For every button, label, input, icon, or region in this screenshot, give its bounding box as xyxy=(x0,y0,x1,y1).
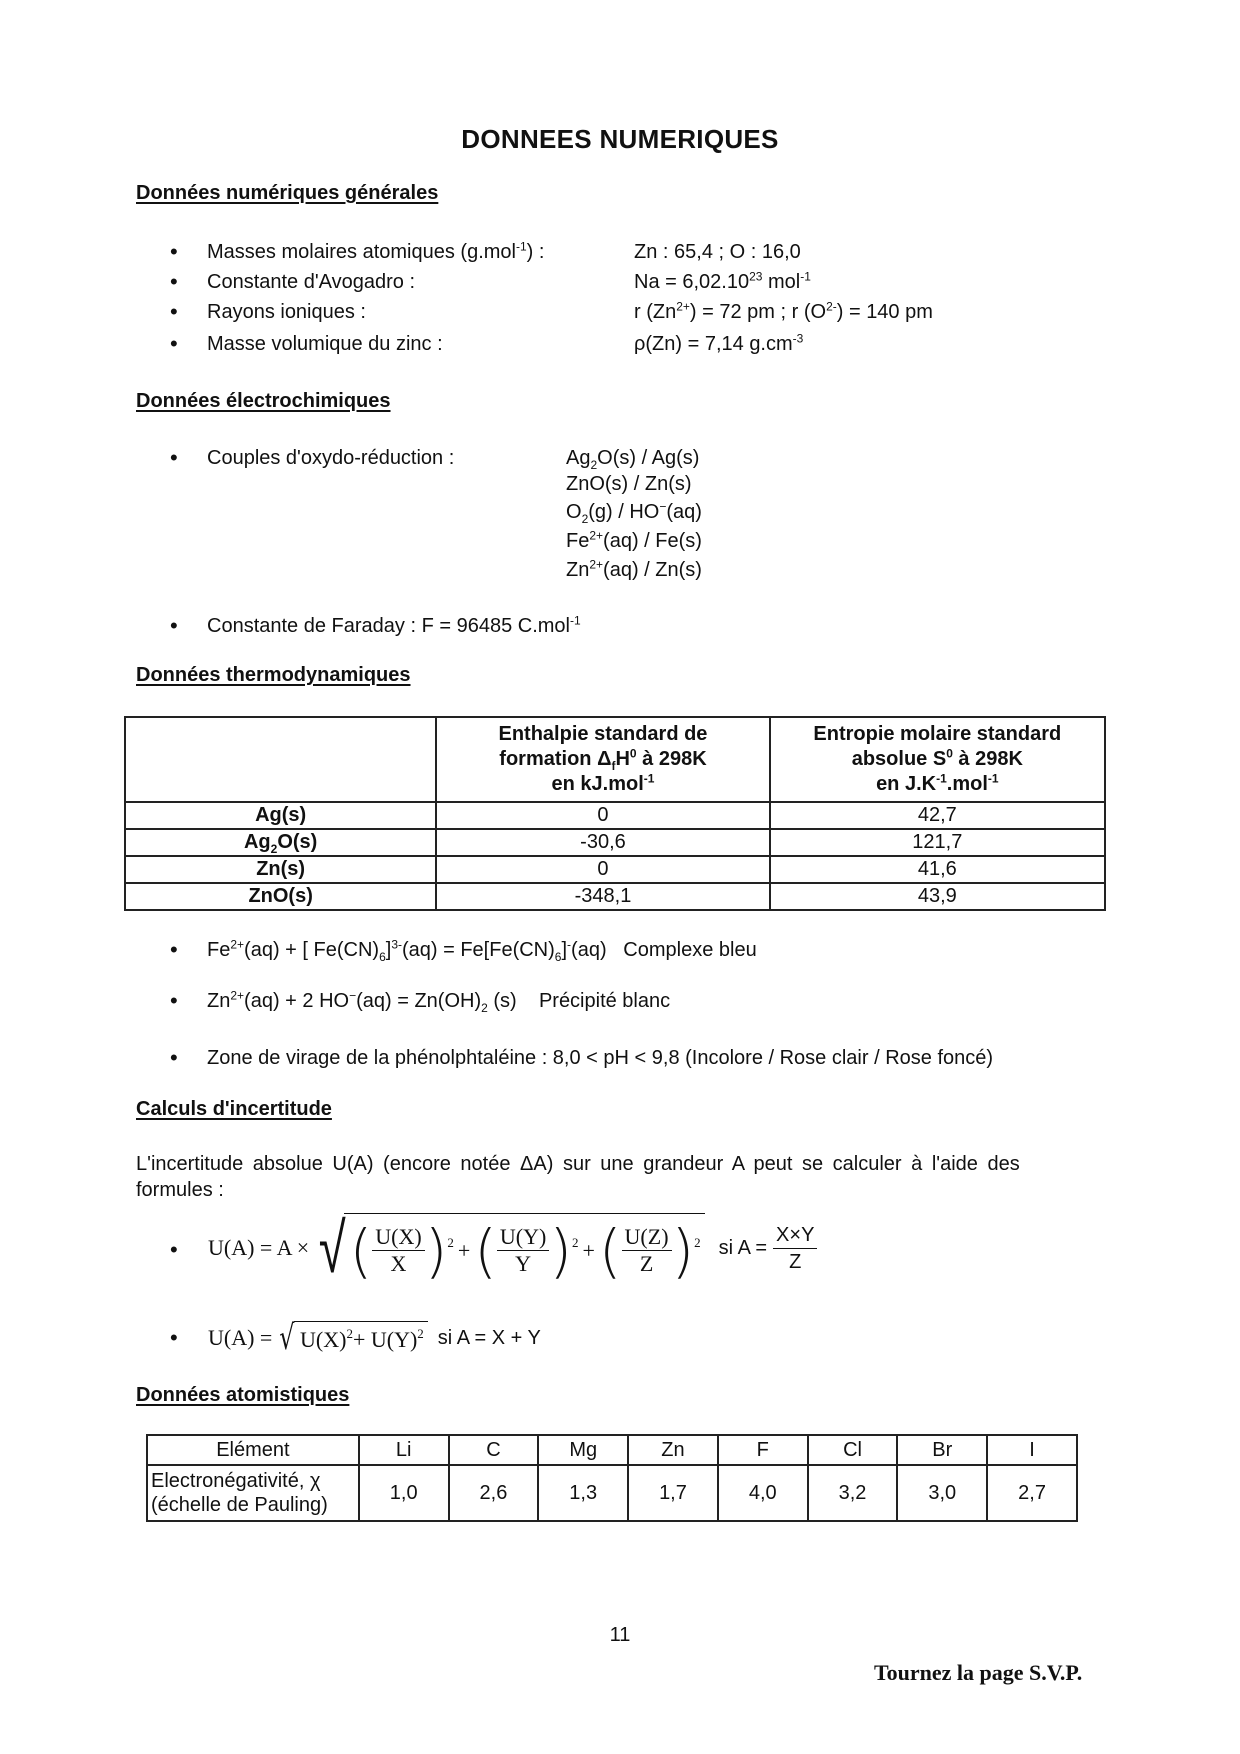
column-header: Mg xyxy=(538,1435,628,1465)
entropy-cell: 41,6 xyxy=(770,856,1105,883)
value-cell: 1,7 xyxy=(628,1465,718,1521)
column-header: Li xyxy=(359,1435,449,1465)
general-value: ρ(Zn) = 7,14 $g.cm^{-3}$ xyxy=(634,331,804,355)
bullet-icon: • xyxy=(170,937,178,962)
value-cell: 3,2 xyxy=(808,1465,898,1521)
bullet-icon: • xyxy=(170,445,178,470)
table-row xyxy=(125,829,1105,856)
column-header: F xyxy=(718,1435,808,1465)
page-number: 11 xyxy=(609,1624,631,1646)
species-cell: Zn(s) xyxy=(125,856,436,883)
redox-couple: $Ag_2O(s) / Ag(s)$ xyxy=(566,447,700,472)
reaction-equation: $Fe^{2+}(aq)$ + [ $Fe(CN)_6]^{3-}(aq) = Fe[Fe(CN)_6]^-(aq)$ Complexe bleu xyxy=(207,937,757,964)
general-label: Masses molaires atomiques (g.mol$^{-1}$) : xyxy=(207,239,545,263)
table-header-row xyxy=(125,717,1105,802)
bullet-icon: • xyxy=(170,988,178,1013)
value-cell: 2,6 xyxy=(449,1465,539,1521)
table-row xyxy=(147,1465,1077,1521)
couples-label: Couples d'oxydo-réduction : xyxy=(207,447,455,469)
column-header: Cl xyxy=(808,1435,898,1465)
value-cell: 1,3 xyxy=(538,1465,628,1521)
incert-intro-line1: L'incertitude absolue U(A) (encore notée ΔA) sur une grandeur A peut se calculer à l'aide des xyxy=(136,1153,1020,1175)
redox-couple: $Fe^{2+}(aq) / Fe(s)$ xyxy=(566,528,702,552)
bullet-icon: • xyxy=(170,613,178,638)
enthalpy-cell: -30,6 xyxy=(436,829,769,856)
section-heading-thermo: Données thermodynamiques xyxy=(136,664,411,686)
enthalpy-cell: 0 xyxy=(436,802,769,829)
entropy-header: Entropie molaire standard absolue $S^0$ à 298K en $J.K^{-1}.mol^{-1}$ xyxy=(770,717,1105,802)
general-label: Rayons ioniques : xyxy=(207,301,366,323)
redox-couple: $Zn^{2+}(aq) / Zn(s)$ xyxy=(566,557,702,581)
value-cell: 1,0 xyxy=(359,1465,449,1521)
enthalpy-header: Enthalpie standard de formation $\Delta_fH^0$ à 298K en kJ.mol$^{-1}$ xyxy=(436,717,769,802)
section-heading-atom: Données atomistiques xyxy=(136,1384,350,1406)
bullet-icon: • xyxy=(170,331,178,356)
table-row xyxy=(125,856,1105,883)
enthalpy-cell: 0 xyxy=(436,856,769,883)
redox-couple: $O_2(g) / HO^-(aq)$ xyxy=(566,499,702,526)
table-row xyxy=(125,883,1105,910)
section-heading-incert: Calculs d'incertitude xyxy=(136,1098,332,1120)
section-heading-electro: Données électrochimiques xyxy=(136,390,391,412)
phenolphthalein-zone: Zone de virage de la phénolphtaléine : 8,0 < pH < 9,8 (Incolore / Rose clair / Rose foncé) xyxy=(207,1047,994,1069)
column-header: Elément xyxy=(147,1435,359,1465)
footer-note: Tournez la page S.V.P. xyxy=(874,1660,1083,1685)
incert-intro-line2: formules : xyxy=(136,1179,224,1201)
value-cell: 3,0 xyxy=(897,1465,987,1521)
bullet-icon: • xyxy=(170,269,178,294)
bullet-icon: • xyxy=(170,299,178,324)
faraday-constant: Constante de Faraday : F = 96485 C.mol$^{-1}$ xyxy=(207,613,581,637)
enthalpy-cell: -348,1 xyxy=(436,883,769,910)
formula-sum: U(A) = √ U(X) 2 + U(Y) 2 si A = X + Y xyxy=(208,1318,541,1358)
general-label: Constante d'Avogadro : xyxy=(207,271,416,293)
sqrt-symbol: √ ( $\frac{U(X)}{X}$ ) 2 + ( $\frac{U(Y)}{Y}$ ) 2 + ( $\frac{U(Z)}{Z}$ ) 2 xyxy=(313,1213,704,1283)
value-cell: 4,0 xyxy=(718,1465,808,1521)
general-value: Zn : 65,4 ; O : 16,0 xyxy=(634,241,801,263)
general-label: Masse volumique du zinc : xyxy=(207,333,443,355)
species-cell: Ag(s) xyxy=(125,802,436,829)
electronegativity-table xyxy=(146,1434,1078,1522)
reaction-equation: $Zn^{2+}(aq) + 2$ $HO^-(aq) = Zn(OH)_2$ (s) Précipité blanc xyxy=(207,988,671,1015)
table-corner-cell xyxy=(125,717,436,802)
formula-product: U(A) = A × √ ( $\frac{U(X)}{X}$ ) 2 + ( $\frac{U(Y)}{Y}$ ) 2 + ( $\frac{U(Z)}{Z}$ ) 2 si A = $\frac{X\times Y}{Z}$ xyxy=(208,1202,817,1294)
entropy-cell: 121,7 xyxy=(770,829,1105,856)
column-header: Zn xyxy=(628,1435,718,1465)
value-cell: 2,7 xyxy=(987,1465,1077,1521)
sqrt-symbol: √ U(X) 2 + U(Y) 2 xyxy=(276,1321,427,1355)
bullet-icon: • xyxy=(170,1237,178,1262)
species-cell: $Ag_2O(s)$ xyxy=(125,829,436,856)
column-header: C xyxy=(449,1435,539,1465)
page-title: DONNEES NUMERIQUES xyxy=(461,124,779,154)
bullet-icon: • xyxy=(170,239,178,264)
section-heading-general: Données numériques générales xyxy=(136,182,439,204)
entropy-cell: 43,9 xyxy=(770,883,1105,910)
table-header-row xyxy=(147,1435,1077,1465)
column-header: Br xyxy=(897,1435,987,1465)
bullet-icon: • xyxy=(170,1045,178,1070)
species-cell: ZnO(s) xyxy=(125,883,436,910)
general-value: r $(Zn^{2+}) = 72$ pm ; r $(O^{2-}) = 140$ pm xyxy=(634,299,933,323)
bullet-icon: • xyxy=(170,1325,178,1350)
entropy-cell: 42,7 xyxy=(770,802,1105,829)
general-value: $Na = 6,02.10^{23}$ mol$^{-1}$ xyxy=(634,269,811,293)
column-header: I xyxy=(987,1435,1077,1465)
redox-couple: ZnO(s) / Zn(s) xyxy=(566,473,692,495)
row-label: Electronégativité, χ (échelle de Pauling) xyxy=(147,1465,359,1521)
table-row xyxy=(125,802,1105,829)
thermo-table xyxy=(124,716,1106,911)
